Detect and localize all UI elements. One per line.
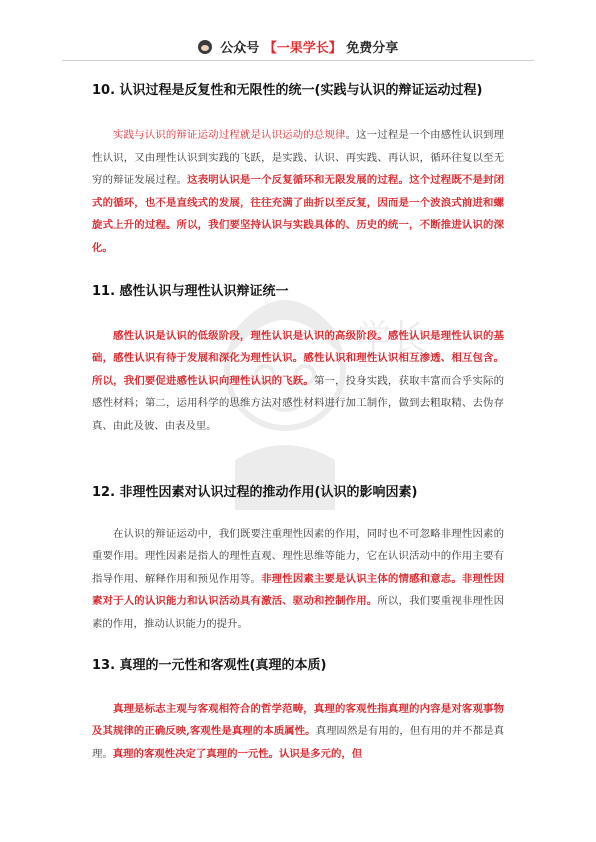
text-segment: 真理固然是有用的，但有用的并不都是真理。 [92,725,504,760]
avatar-icon [198,40,212,54]
section-paragraph-13 [92,698,504,766]
text-segment: 非理性因素主要是认识主体的情感和意志。非理性因素对于人的认识能力和认识活动具有激活、驱动和控制作用。 [92,572,505,608]
text-segment: 第一，投身实践，获取丰富而合乎实际的感性材料；第二，运用科学的思维方法对感性材料进行加工制作，做到去粗取精、去伪存真、由此及彼、由表及里。 [92,374,505,432]
section-title-12: 12. 非理性因素对认识过程的推动作用(认识的影响因素) [92,484,418,500]
page-header [0,0,596,62]
header-divider [62,60,534,61]
header-line [0,37,596,56]
text-segment: 实践与认识的辩证运动过程就是认识运动的总规律 [113,129,346,141]
text-segment: 这表明认识是一个反复循环和无限发展的过程。这个过程既不是封闭式的循环，也不是直线式的发展，往往充满了曲折以至反复，因而是一个波浪式前进和螺旋式上升的过程。所以，我们要坚持认识与实践具体的、历史的统一，不断推进认识的深化。 [92,174,505,254]
text-segment: 真理的客观性决定了真理的一元性。认识是多元的，但 [112,747,363,760]
header-brand: 【一果学长】 [263,41,342,56]
text-segment: 感性认识是认识的低级阶段，理性认识是认识的高级阶段。感性认识是理性认识的基础，感性认识有待于发展和深化为理性认识。感性认识和理性认识相互渗透、相互包含。所以，我们要促进感性认识向理性认识的飞跃。 [92,329,504,387]
header-suffix: 免费分享 [346,41,399,56]
text-segment: 在认识的辩证运动中，我们既要注重理性因素的作用，同时也不可忽略非理性因素的重要作用。理性因素是指人的理性直观、理性思维等能力，它在认识活动中的作用主要有指导作用、解释作用和预见作用等。 [92,527,504,585]
text-segment: 。这一过程是一个由感性认识到理性认识，又由理性认识到实践的飞跃，是实践、认识、再实践、再认识，循环往复以至无穷的辩证发展过程。 [92,129,504,187]
text-segment: 所以，我们要重视非理性因素的作用，推动认识能力的提升。 [92,595,505,630]
content-body [92,72,504,765]
header-prefix: 公众号 [220,41,260,56]
text-segment: 真理是标志主观与客观相符合的哲学范畴，真理的客观性指真理的内容是对客观事物及其规律的正确反映,客观性是真理的本质属性。 [92,702,504,738]
section-title-10: 10. 认识过程是反复性和无限性的统一(实践与认识的辩证运动过程) [92,83,483,98]
watermark-text: 学长 [355,318,428,359]
section-paragraph-10 [92,124,504,260]
section-title-13: 13. 真理的一元性和客观性(真理的本质) [92,657,327,673]
section-title-11: 11. 感性认识与理性认识辩证统一 [92,283,289,299]
section-paragraph-12 [92,523,504,636]
section-paragraph-11 [92,325,504,438]
